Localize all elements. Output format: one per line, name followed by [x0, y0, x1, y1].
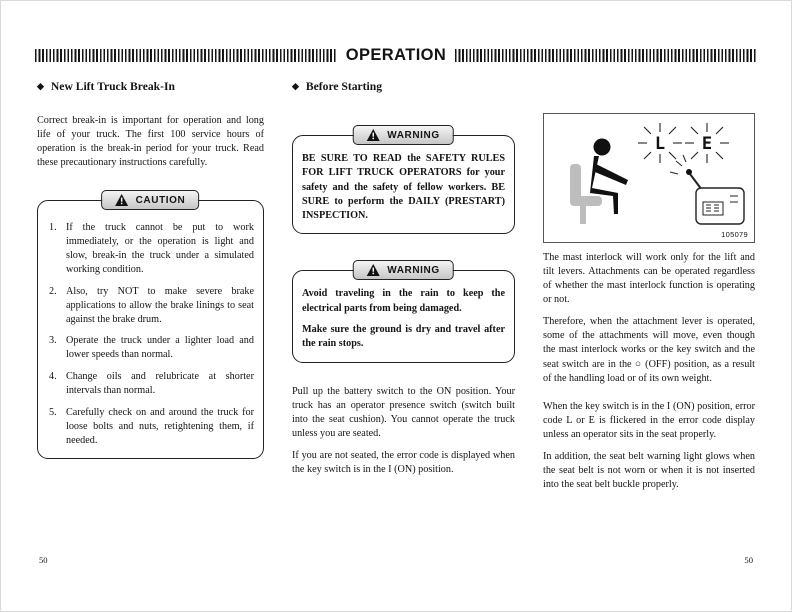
caution-item: Change oils and relubricate at shorter intervals than normal.: [66, 371, 254, 397]
warning-label-text: WARNING: [387, 129, 440, 141]
caution-item: Operate the truck under a lighter load and lower speeds than normal.: [66, 335, 254, 361]
warning-label-1: [353, 125, 454, 145]
mast-interlock-para-4: In addition, the seat belt warning light glows when the seat belt is not worn or when it is not inserted into the seat belt buckle properly.: [543, 450, 755, 491]
break-in-intro: Correct break-in is important for operation and long life of your truck. The first 100 service hours of operation is the break-in period for your truck. Read these precautionary instructions carefully.: [37, 115, 264, 169]
warning-2-para-1: Avoid traveling in the rain to keep the electrical parts from being damaged.: [301, 288, 505, 314]
error-code-letter-l: L: [654, 134, 666, 154]
seated-operator-illustration: [544, 114, 754, 242]
warning-box-1: [292, 129, 515, 234]
error-code-letter-e: E: [701, 134, 713, 154]
section-heading-break-in: [37, 80, 264, 93]
warning-1-body: [302, 152, 505, 223]
caution-box: [37, 194, 264, 458]
warning-triangle-icon: [116, 194, 129, 206]
content-columns: [37, 80, 755, 492]
caution-item: Carefully check on and around the truck for loose bolts and nuts, retightening them, if needed.: [66, 406, 254, 446]
figure-number: 105079: [721, 230, 748, 239]
page-number-left: 50: [39, 555, 48, 565]
caution-list: [47, 221, 254, 447]
header-rule-left-icon: [35, 49, 337, 62]
warning-2-body: [302, 287, 505, 351]
caution-label: [102, 190, 200, 210]
warning-box-2: [292, 264, 515, 362]
mast-interlock-para-3: When the key switch is in the I (ON) position, error code L or E is flickered in the error code display unless an operator sits in the seat properly.: [543, 400, 755, 440]
page-number-right: 50: [744, 555, 753, 565]
section-heading-text: Before Starting: [305, 80, 383, 93]
section-heading-before-starting: [292, 80, 515, 93]
mast-interlock-para-2: Therefore, when the attachment lever is operated, some of the attachments will move, even though the mast interlock works or the key switch and the seat switch are in the ○ (OFF) position, as a result of the handling load or of its own weight.: [543, 316, 755, 384]
section-heading-text: New Lift Truck Break-In: [50, 80, 175, 93]
mast-interlock-para-1: The mast interlock will work only for the lift and tilt levers. Attachments can be operated regardless of whether the mast interlock function is operating or not.: [543, 252, 755, 306]
warning-1-text: BE SURE TO READ the SAFETY RULES FOR LIFT TRUCK OPERATORS for your safety and the safety of fellow workers. BE SURE to perform the DAILY (PRESTART) INSPECTION.: [301, 153, 505, 222]
control-panel-illustration: [670, 155, 744, 224]
caution-label-text: CAUTION: [135, 194, 186, 206]
page-header: [35, 46, 757, 65]
warning-label-2: [353, 260, 454, 280]
before-starting-body: [292, 385, 515, 477]
interlock-figure: [543, 113, 755, 243]
before-starting-para-2: If you are not seated, the error code is displayed when the key switch is in the I (ON) position.: [291, 449, 515, 475]
column-mast-interlock: [543, 80, 755, 492]
column-before-starting: [292, 80, 515, 492]
before-starting-para-1: Pull up the battery switch to the ON position. Your truck has an operator presence switch (switch built into the seat cushion). You cannot operate the truck unless you are seated.: [291, 385, 515, 439]
warning-triangle-icon: [367, 264, 380, 276]
diamond-bullet-icon: ◆: [37, 81, 44, 91]
warning-label-text: WARNING: [387, 264, 440, 276]
page-title: OPERATION: [345, 46, 447, 64]
diamond-bullet-icon: ◆: [291, 81, 299, 91]
header-rule-right-icon: [455, 49, 757, 62]
caution-item: If the truck cannot be put to work immediately, or the operation is light and slow, break-in the truck under a simulated working condition.: [66, 222, 254, 275]
warning-triangle-icon: [367, 129, 380, 141]
caution-item: Also, try NOT to make severe brake applications to allow the brake linings to seat against the brake drum.: [66, 285, 254, 325]
warning-2-para-2: Make sure the ground is dry and travel after the rain stops.: [301, 323, 505, 350]
column-break-in: [37, 80, 264, 492]
